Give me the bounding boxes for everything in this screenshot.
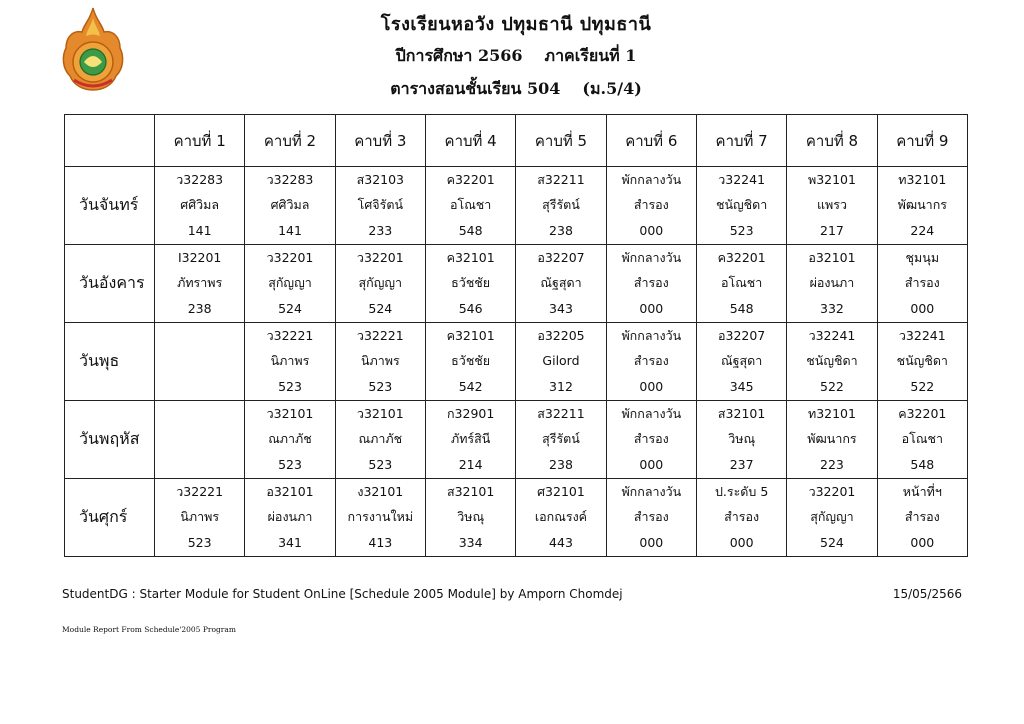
period-header: คาบที่ 8 — [787, 115, 877, 167]
room-number: 000 — [639, 456, 664, 472]
period-header: คาบที่ 5 — [516, 115, 606, 167]
schedule-title-line — [4, 77, 1024, 102]
corner-cell — [65, 115, 155, 167]
room-number: 233 — [368, 222, 393, 238]
subject-code: หน้าที่ฯ — [902, 483, 942, 499]
teacher-name: สำรอง — [633, 431, 669, 447]
teacher-name: ศศิวิมล — [180, 197, 220, 213]
schedule-cell — [425, 323, 515, 401]
schedule-cell — [425, 479, 515, 557]
room-number: 000 — [639, 222, 664, 238]
schedule-cell — [787, 479, 877, 557]
room-number: 341 — [278, 534, 302, 550]
room-number: 523 — [187, 534, 212, 550]
room-number: 542 — [458, 378, 483, 394]
schedule-cell — [155, 401, 245, 479]
teacher-name: วิษณุ — [728, 431, 756, 447]
teacher-name: สำรอง — [633, 275, 669, 291]
period-header: คาบที่ 2 — [245, 115, 335, 167]
teacher-name: ธวัชชัย — [451, 275, 491, 291]
room-number: 000 — [910, 300, 935, 316]
subject-code: ส32103 — [356, 171, 405, 187]
day-label: วันพุธ — [65, 323, 155, 401]
subject-code: ว32283 — [176, 171, 224, 187]
schedule-cell — [787, 401, 877, 479]
class-code: (ม.5/4) — [582, 79, 642, 98]
teacher-name: พัฒนากร — [807, 431, 857, 447]
room-number: 141 — [278, 222, 302, 238]
schedule-cell — [155, 167, 245, 245]
room-number: 345 — [729, 378, 754, 394]
subject-code: ว32283 — [266, 171, 314, 187]
schedule-cell — [787, 245, 877, 323]
room-number: 141 — [187, 222, 212, 238]
day-label: วันศุกร์ — [65, 479, 155, 557]
teacher-name: ผ่องนภา — [809, 275, 855, 291]
subject-code: อ32207 — [537, 249, 585, 265]
schedule-cell — [245, 401, 335, 479]
teacher-name: นิภาพร — [360, 353, 400, 369]
period-header: คาบที่ 4 — [425, 115, 515, 167]
teacher-name: สำรอง — [724, 509, 760, 525]
term-line — [4, 44, 1024, 69]
teacher-name: แพรว — [816, 197, 847, 213]
room-number: 000 — [910, 534, 935, 550]
room-number: 523 — [368, 378, 393, 394]
room-number: 224 — [910, 222, 935, 238]
teacher-name: ชนัญชิดา — [806, 353, 858, 369]
subject-code: ส32101 — [446, 483, 495, 499]
period-header: คาบที่ 6 — [606, 115, 696, 167]
room-number: 548 — [458, 222, 483, 238]
subject-code: ส32211 — [537, 171, 585, 187]
schedule-cell — [335, 323, 425, 401]
day-row — [65, 167, 968, 245]
schedule-cell — [245, 323, 335, 401]
subject-code: ว32221 — [356, 327, 404, 343]
schedule-cell — [155, 479, 245, 557]
schedule-cell — [516, 323, 606, 401]
period-header: คาบที่ 9 — [877, 115, 967, 167]
room-number: 548 — [729, 300, 754, 316]
room-number: 312 — [549, 378, 573, 394]
teacher-name: สำรอง — [904, 509, 940, 525]
teacher-name: สุกัญญา — [358, 275, 403, 291]
schedule-cell — [696, 323, 786, 401]
schedule-cell — [425, 167, 515, 245]
schedule-cell — [696, 245, 786, 323]
teacher-name: อโณชา — [720, 275, 763, 291]
subject-code: ก32901 — [446, 405, 495, 421]
teacher-name: Gilord — [542, 353, 580, 369]
room-number: 237 — [729, 456, 754, 472]
schedule-cell — [877, 401, 967, 479]
teacher-name: สุกัญญา — [810, 509, 854, 525]
room-number: 522 — [820, 378, 844, 394]
teacher-name: นิภาพร — [270, 353, 310, 369]
teacher-name: ชนัญชิดา — [896, 353, 948, 369]
schedule-cell — [245, 167, 335, 245]
subject-code: ค32201 — [446, 171, 495, 187]
schedule-cell — [425, 245, 515, 323]
room-number: 548 — [910, 456, 935, 472]
teacher-name: ณัฐสุดา — [540, 275, 582, 291]
teacher-name: ผ่องนภา — [267, 509, 313, 525]
day-row — [65, 323, 968, 401]
room-number: 000 — [639, 300, 664, 316]
subject-code: อ32205 — [537, 327, 585, 343]
teacher-name: สำรอง — [633, 197, 669, 213]
room-number: 000 — [639, 534, 664, 550]
room-number: 238 — [549, 456, 573, 472]
schedule-cell — [606, 245, 696, 323]
schedule-cell — [335, 167, 425, 245]
room-number: 223 — [820, 456, 844, 472]
teacher-name: โศจิรัตน์ — [357, 197, 403, 213]
schedule-cell — [516, 401, 606, 479]
subject-code: ว32241 — [898, 327, 946, 343]
subject-code: พักกลางวัน — [621, 327, 682, 343]
subject-code: ว32101 — [356, 405, 404, 421]
subject-code: ว32101 — [266, 405, 314, 421]
subject-code: ว32201 — [808, 483, 856, 499]
teacher-name: ณภาภัช — [268, 431, 312, 447]
subject-code: ว32221 — [176, 483, 224, 499]
subject-code: พักกลางวัน — [621, 171, 682, 187]
room-number: 413 — [368, 534, 393, 550]
room-number: 522 — [910, 378, 935, 394]
teacher-name: ชนัญชิดา — [715, 197, 768, 213]
subject-code: อ32101 — [808, 249, 856, 265]
report-date: 15/05/2566 — [892, 587, 962, 601]
schedule-cell — [606, 479, 696, 557]
schedule-cell — [516, 479, 606, 557]
footer — [62, 587, 962, 601]
room-number: 238 — [187, 300, 212, 316]
teacher-name: ภัทราพร — [177, 275, 223, 291]
schedule-cell — [877, 245, 967, 323]
teacher-name: สุกัญญา — [268, 275, 312, 291]
room-number: 523 — [278, 456, 302, 472]
room-number: 000 — [639, 378, 664, 394]
teacher-name: นิภาพร — [180, 509, 220, 525]
school-name: โรงเรียนหอวัง ปทุมธานี ปทุมธานี — [380, 14, 652, 35]
schedule-cell — [245, 245, 335, 323]
subject-code: ท32101 — [807, 405, 856, 421]
subject-code: ส32101 — [717, 405, 766, 421]
subject-code: ว32241 — [718, 171, 766, 187]
room-number: 443 — [549, 534, 573, 550]
period-header-row — [65, 115, 968, 167]
room-number: 523 — [368, 456, 393, 472]
subject-code: พักกลางวัน — [621, 405, 682, 421]
teacher-name: ธวัชชัย — [451, 353, 491, 369]
teacher-name: การงานใหม่ — [347, 509, 414, 525]
subject-code: ว32221 — [266, 327, 314, 343]
schedule-cell — [155, 323, 245, 401]
subject-code: พ32101 — [807, 171, 856, 187]
schedule-cell — [606, 401, 696, 479]
subject-code: พักกลางวัน — [621, 483, 682, 499]
schedule-cell — [335, 479, 425, 557]
subject-code: ส32211 — [537, 405, 585, 421]
schedule-cell — [696, 479, 786, 557]
room-number: 343 — [549, 300, 573, 316]
teacher-name: ณัฐสุดา — [721, 353, 763, 369]
schedule-table — [64, 114, 968, 557]
teacher-name: ศศิวิมล — [270, 197, 310, 213]
teacher-name: สำรอง — [633, 509, 669, 525]
day-label: วันจันทร์ — [65, 167, 155, 245]
schedule-cell — [877, 167, 967, 245]
subject-code: ว32241 — [808, 327, 856, 343]
academic-year: ปีการศึกษา 2566 — [395, 46, 523, 65]
teacher-name: สุรีรัตน์ — [542, 431, 580, 447]
subject-code: ชุมนุม — [905, 249, 940, 265]
room-number: 546 — [458, 300, 483, 316]
room-number: 524 — [278, 300, 302, 316]
schedule-cell — [787, 167, 877, 245]
subject-code: ง32101 — [357, 483, 404, 499]
subject-code: อ32101 — [266, 483, 314, 499]
subject-code: พักกลางวัน — [621, 249, 682, 265]
schedule-cell — [877, 323, 967, 401]
schedule-cell — [245, 479, 335, 557]
subject-code: ว32201 — [266, 249, 314, 265]
room-number: 524 — [368, 300, 393, 316]
schedule-cell — [606, 167, 696, 245]
room-number: 217 — [820, 222, 844, 238]
teacher-name: วิษณุ — [457, 509, 485, 525]
day-label: วันพฤหัส — [65, 401, 155, 479]
room-number: 523 — [278, 378, 302, 394]
schedule-cell — [696, 167, 786, 245]
footnote: Module Report From Schedule'2005 Program — [62, 625, 236, 634]
subject-code: I32201 — [177, 249, 222, 265]
room-number: 214 — [458, 456, 483, 472]
day-label: วันอังคาร — [65, 245, 155, 323]
period-header: คาบที่ 3 — [335, 115, 425, 167]
subject-code: ว32201 — [356, 249, 404, 265]
room-number: 000 — [729, 534, 754, 550]
teacher-name: พัฒนากร — [897, 197, 947, 213]
room-number: 332 — [820, 300, 844, 316]
subject-code: ท32101 — [898, 171, 947, 187]
teacher-name: อโณชา — [901, 431, 943, 447]
schedule-cell — [606, 323, 696, 401]
teacher-name: สุรีรัตน์ — [542, 197, 580, 213]
period-header: คาบที่ 7 — [696, 115, 786, 167]
room-number: 523 — [729, 222, 754, 238]
room-number: 334 — [458, 534, 483, 550]
schedule-cell — [516, 167, 606, 245]
period-header: คาบที่ 1 — [155, 115, 245, 167]
schedule-cell — [335, 245, 425, 323]
subject-code: ค32201 — [898, 405, 947, 421]
subject-code: ค32201 — [717, 249, 766, 265]
subject-code: ศ32101 — [537, 483, 585, 499]
teacher-name: ณภาภัช — [358, 431, 403, 447]
schedule-cell — [877, 479, 967, 557]
room-number: 238 — [549, 222, 573, 238]
day-row — [65, 245, 968, 323]
subject-code: ค32101 — [446, 249, 495, 265]
teacher-name: เอกณรงค์ — [534, 509, 588, 525]
room-number: 524 — [820, 534, 844, 550]
teacher-name: สำรอง — [904, 275, 940, 291]
schedule-cell — [787, 323, 877, 401]
subject-code: อ32207 — [717, 327, 766, 343]
schedule-title: ตารางสอนชั้นเรียน 504 — [390, 79, 561, 98]
schedule-cell — [425, 401, 515, 479]
schedule-cell — [696, 401, 786, 479]
schedule-cell — [335, 401, 425, 479]
teacher-name: สำรอง — [633, 353, 669, 369]
day-row — [65, 479, 968, 557]
subject-code: ค32101 — [446, 327, 495, 343]
day-row — [65, 401, 968, 479]
subject-code: ป.ระดับ 5 — [714, 483, 769, 499]
teacher-name: ภัทร์สินี — [450, 431, 491, 447]
schedule-cell — [155, 245, 245, 323]
teacher-name: อโณชา — [449, 197, 492, 213]
footer-credit: StudentDG : Starter Module for Student OnLine [Schedule 2005 Module] by Amporn Chomdej — [62, 587, 623, 601]
semester: ภาคเรียนที่ 1 — [544, 46, 637, 65]
schedule-cell — [516, 245, 606, 323]
